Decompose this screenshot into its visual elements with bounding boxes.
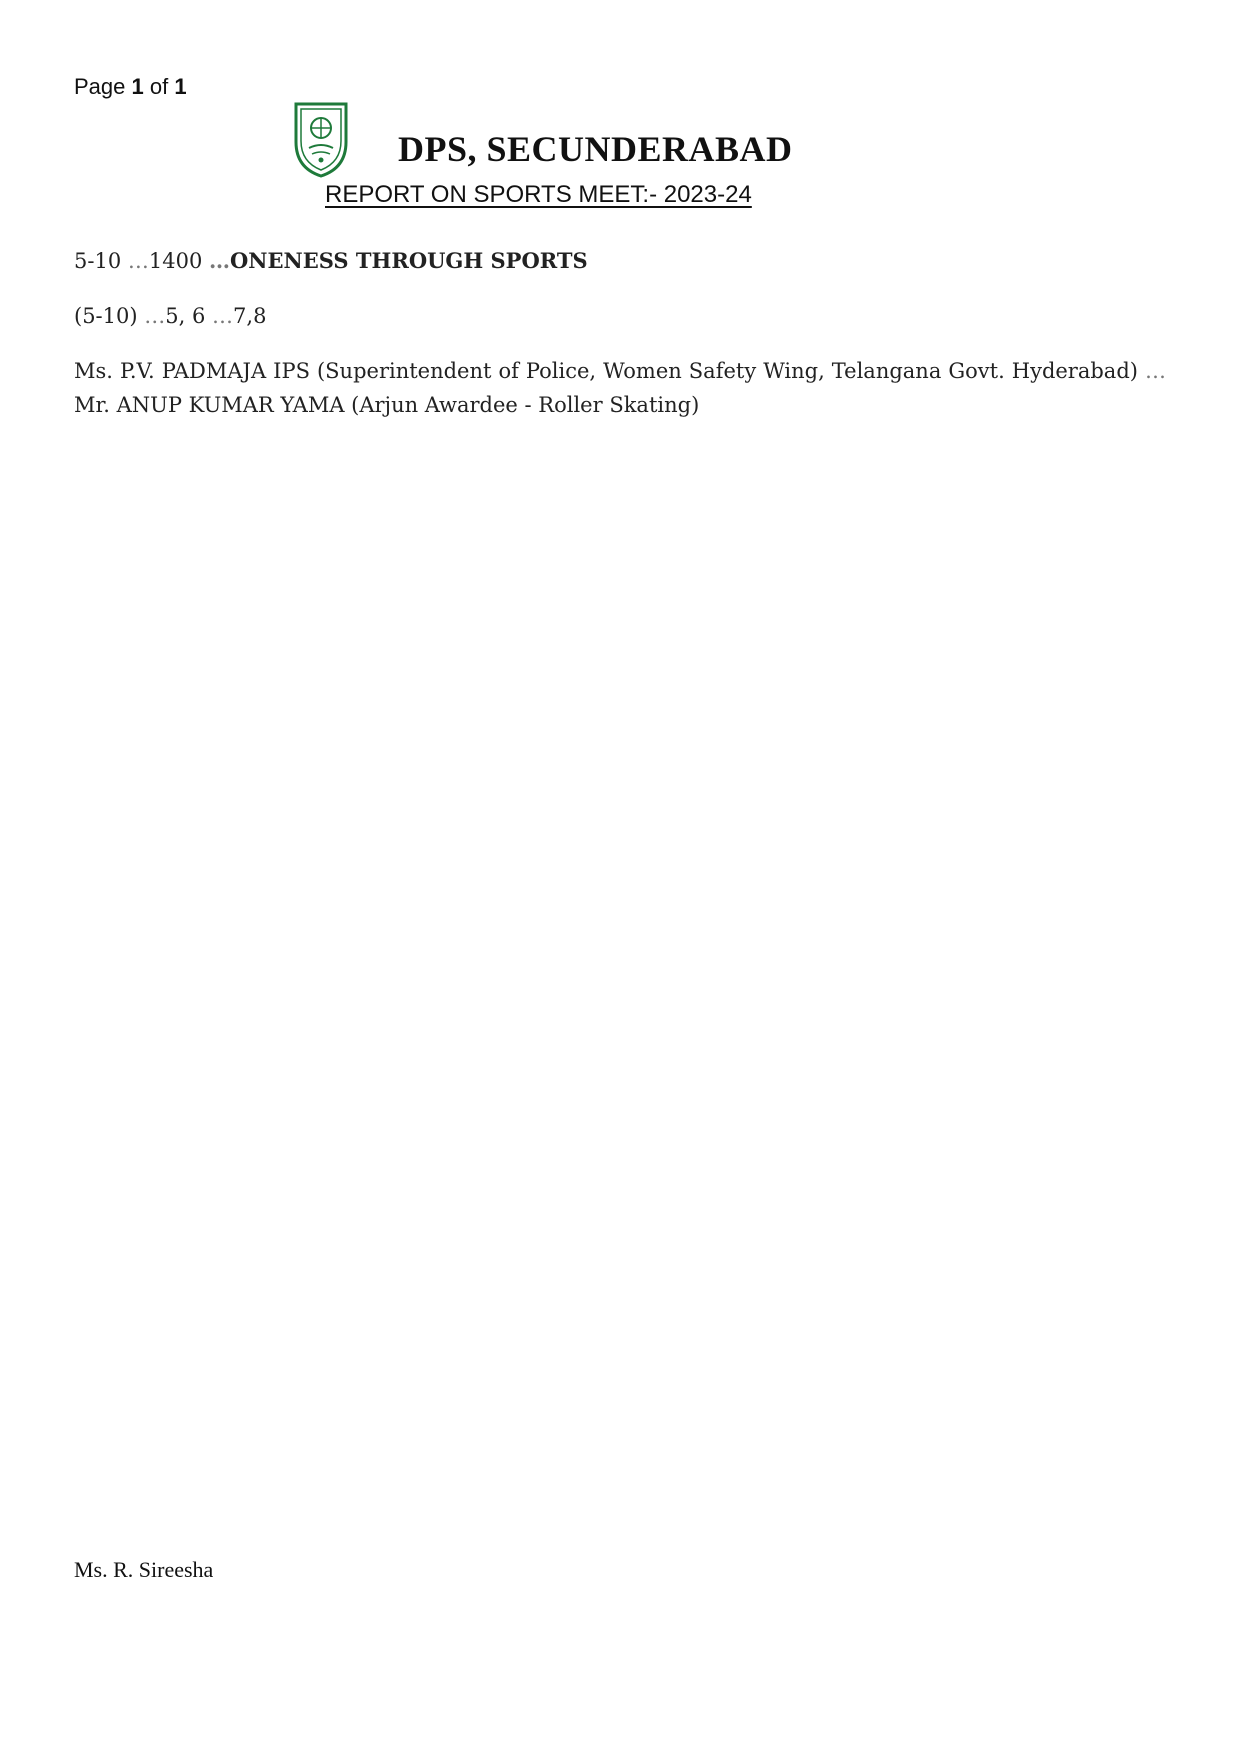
page-of-label: of bbox=[149, 74, 169, 99]
page-label: Page bbox=[74, 74, 126, 99]
fragment-student-count: … 1400 bbox=[128, 249, 202, 273]
signature: Ms. R. Sireesha bbox=[74, 1557, 214, 1582]
paragraph-1-english-fragments bbox=[74, 244, 1166, 278]
paragraph-3 bbox=[74, 354, 1166, 422]
paragraph-3-english-fragments bbox=[74, 354, 1166, 422]
paragraph-2-english-fragments bbox=[74, 299, 1166, 333]
document-header bbox=[0, 98, 1241, 218]
fragment-classes-5-6: … 5, 6 bbox=[144, 304, 205, 328]
page-number bbox=[74, 74, 187, 100]
school-name: DPS, SECUNDERABAD bbox=[398, 129, 793, 169]
fragment-class-range: 5-10 bbox=[74, 249, 122, 273]
paragraph-2 bbox=[74, 299, 1166, 336]
school-crest-icon bbox=[292, 98, 350, 178]
page-total: 1 bbox=[174, 74, 187, 99]
report-body bbox=[74, 240, 1166, 440]
fragment-class-range-paren: (5-10) bbox=[74, 304, 138, 328]
page-current: 1 bbox=[131, 74, 144, 99]
report-title: REPORT ON SPORTS MEET:- 2023-24 bbox=[325, 181, 752, 208]
fragment-guest-of-honour: … Mr. ANUP KUMAR YAMA (Arjun Awardee - Roller Skating) bbox=[74, 359, 1166, 417]
fragment-classes-7-8: … 7,8 bbox=[212, 304, 266, 328]
paragraph-1 bbox=[74, 244, 1166, 281]
fragment-event-theme: … ONENESS THROUGH SPORTS bbox=[209, 248, 588, 273]
fragment-chief-guest: Ms. P.V. PADMAJA IPS (Superintendent of Police, Women Safety Wing, Telangana Govt. Hyderabad) bbox=[74, 359, 1138, 383]
